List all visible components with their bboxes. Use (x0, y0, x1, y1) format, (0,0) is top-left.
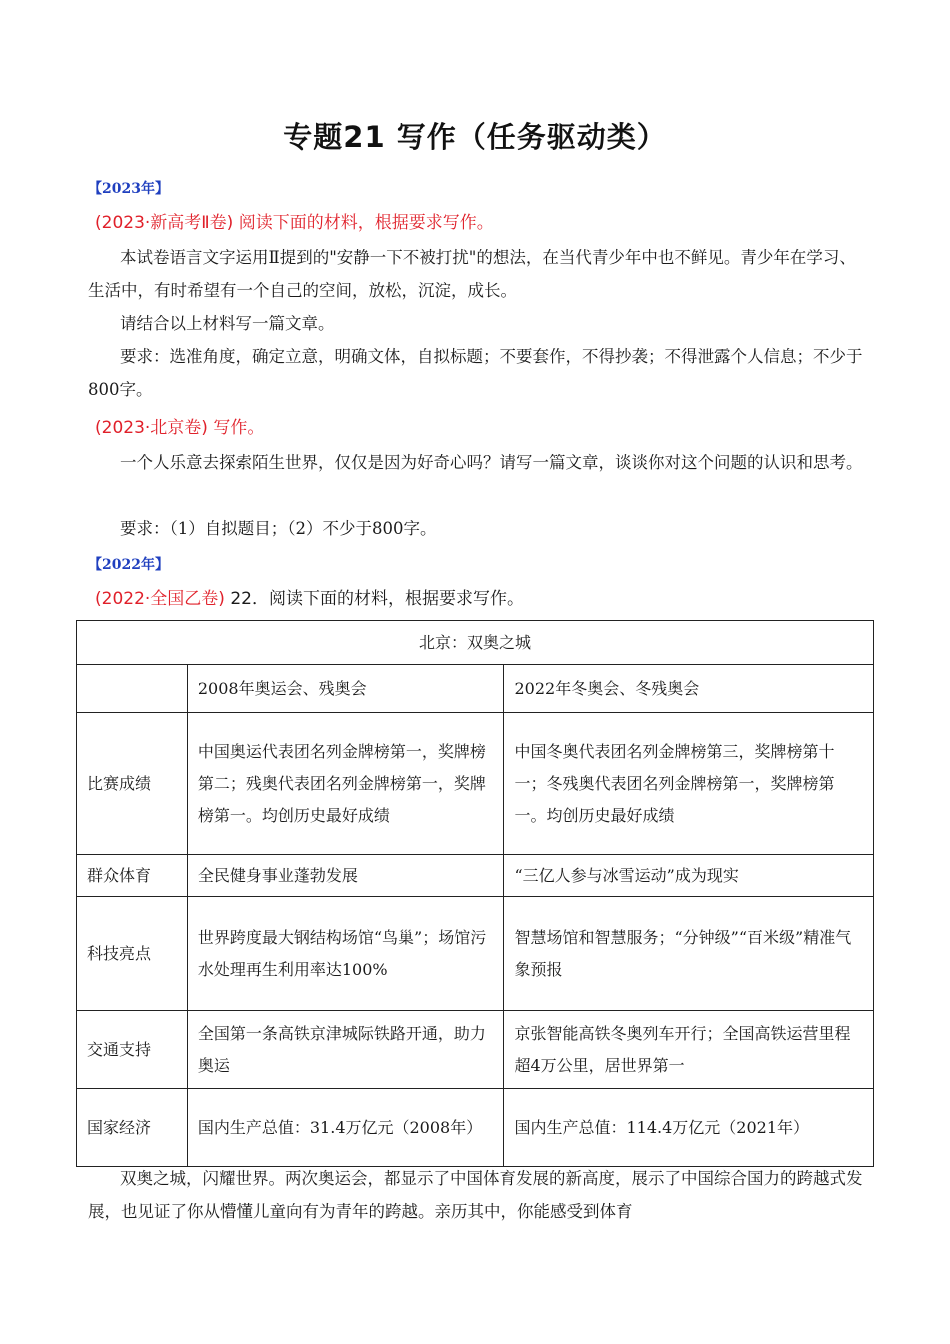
row-label: 科技亮点 (77, 897, 188, 1011)
question-source-2022-quanguo-yi (95, 584, 524, 609)
cell-2022: 京张智能高铁冬奥列车开行；全国高铁运营里程超4万公里，居世界第一 (504, 1011, 874, 1089)
question-source-2023-new-gaokao-2 (95, 208, 494, 233)
question-source-2023-beijing (95, 413, 264, 438)
cell-2022: 智慧场馆和智慧服务；“分钟级”“百米级”精准气象预报 (504, 897, 874, 1011)
cell-2008: 中国奥运代表团名列金牌榜第一，奖牌榜第二；残奥代表团名列金牌榜第一，奖牌榜第一。均创历史最好成绩 (187, 713, 504, 855)
row-label: 比赛成绩 (77, 713, 188, 855)
cell-2008: 国内生产总值：31.4万亿元（2008年） (187, 1089, 504, 1167)
year-label-2022: 【2022年】 (88, 557, 169, 573)
paragraph: 要求：（1）自拟题目；（2）不少于800字。 (120, 519, 437, 538)
table-header-row (77, 665, 874, 713)
closing-paragraph: 双奥之城，闪耀世界。两次奥运会，都显示了中国体育发展的新高度，展示了中国综合国力的跨越式发展，也见证了你从懵懂儿童向有为青年的跨越。亲历其中，你能感受到体育 (88, 1169, 863, 1221)
table-row (77, 1011, 874, 1089)
cell-2008: 世界跨度最大钢结构场馆“鸟巢”；场馆污水处理再生利用率达100% (187, 897, 504, 1011)
page-title: 专题21 写作（任务驱动类） (283, 120, 667, 154)
source-tag: (2022·全国乙卷) (95, 589, 225, 609)
prompt-text: 阅读下面的材料，根据要求写作。 (238, 213, 494, 233)
prompt-text: 22．阅读下面的材料，根据要求写作。 (230, 589, 524, 609)
table-caption-row (77, 621, 874, 665)
row-label: 国家经济 (77, 1089, 188, 1167)
table-row (77, 713, 874, 855)
source-tag: (2023·北京卷) (95, 418, 208, 438)
prompt-text: 写作。 (213, 418, 265, 438)
paragraph: 本试卷语言文字运用Ⅱ提到的"安静一下不被打扰"的想法，在当代青少年中也不鲜见。青少年在学习、生活中，有时希望有一个自己的空间，放松，沉淀，成长。 (88, 248, 856, 300)
table-header-cell: 2008年奥运会、残奥会 (187, 665, 504, 713)
table-header-cell: 2022年冬奥会、冬残奥会 (504, 665, 874, 713)
table-header-cell (77, 665, 188, 713)
paragraph: 一个人乐意去探索陌生世界，仅仅是因为好奇心吗？请写一篇文章，谈谈你对这个问题的认识和思考。 (120, 453, 863, 472)
cell-2008: 全民健身事业蓬勃发展 (187, 855, 504, 897)
source-tag: (2023·新高考Ⅱ卷) (95, 213, 234, 233)
paragraph: 要求：选准角度，确定立意，明确文体，自拟标题；不要套作，不得抄袭；不得泄露个人信息；不少于800字。 (88, 347, 863, 399)
cell-2022: 中国冬奥代表团名列金牌榜第三，奖牌榜第十一；冬残奥代表团名列金牌榜第一，奖牌榜第一。均创历史最好成绩 (504, 713, 874, 855)
cell-2008: 全国第一条高铁京津城际铁路开通，助力奥运 (187, 1011, 504, 1089)
paragraph: 请结合以上材料写一篇文章。 (120, 314, 335, 333)
cell-2022: 国内生产总值：114.4万亿元（2021年） (504, 1089, 874, 1167)
cell-2022: “三亿人参与冰雪运动”成为现实 (504, 855, 874, 897)
table-row (77, 855, 874, 897)
table-row (77, 1089, 874, 1167)
row-label: 交通支持 (77, 1011, 188, 1089)
row-label: 群众体育 (77, 855, 188, 897)
year-label-2023: 【2023年】 (88, 181, 169, 197)
table-caption: 北京：双奥之城 (77, 621, 874, 665)
table-row (77, 897, 874, 1011)
olympics-comparison-table (76, 620, 874, 1167)
